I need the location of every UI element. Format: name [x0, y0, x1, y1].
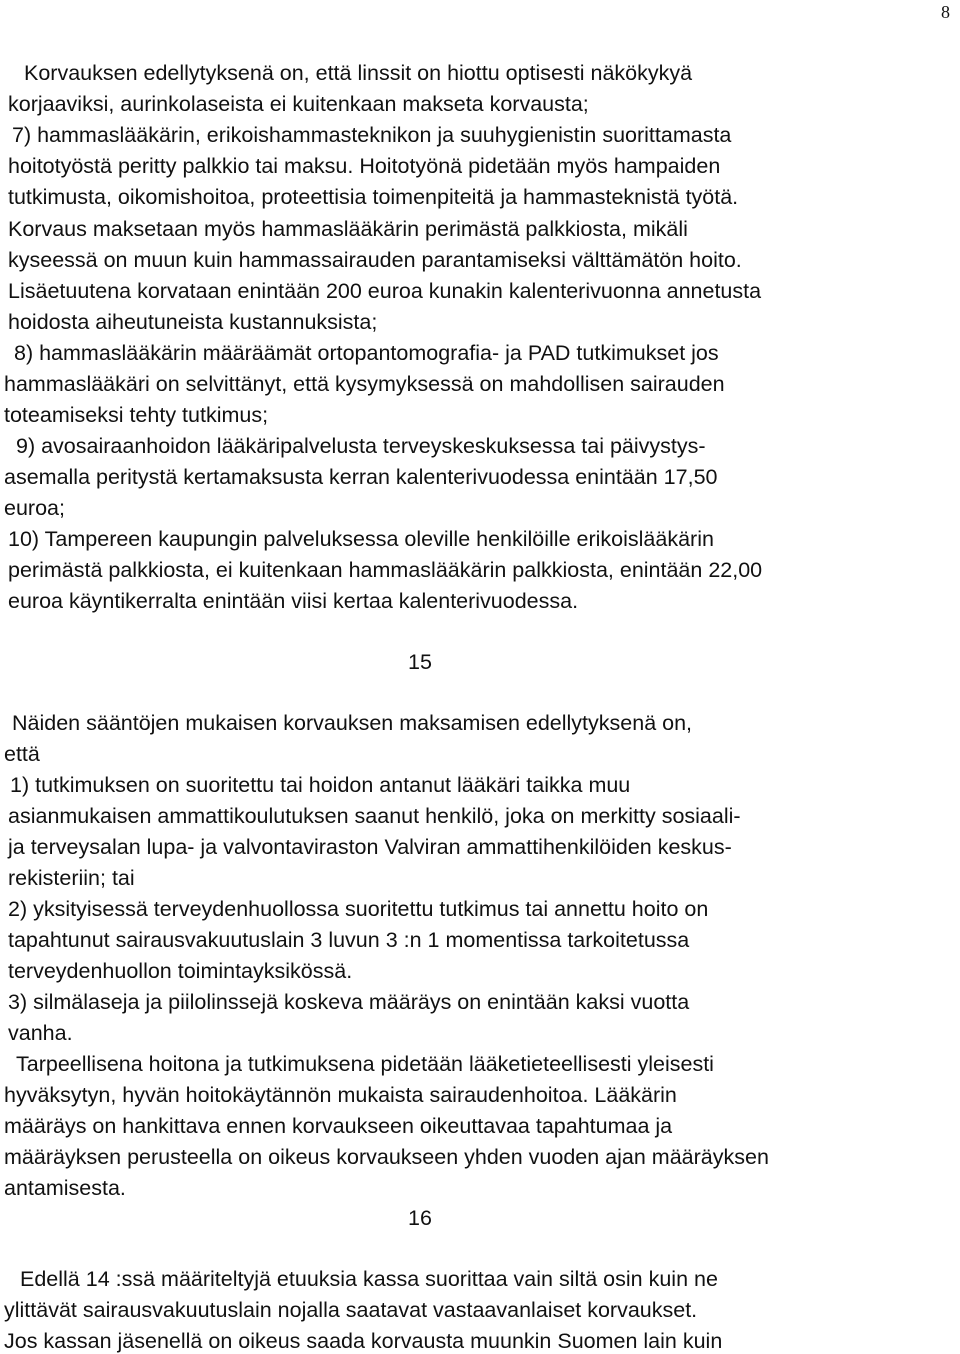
text-line: tutkimusta, oikomishoitoa, proteettisia toimenpiteitä ja hammasteknistä työtä.: [8, 185, 739, 209]
text-line: 9) avosairaanhoidon lääkäripalvelusta terveyskeskuksessa tai päivystys-: [16, 434, 706, 458]
text-line: hoidosta aiheutuneista kustannuksista;: [8, 310, 378, 334]
text-line: hyväksytyn, hyvän hoitokäytännön mukaista sairaudenhoitoa. Lääkärin: [4, 1083, 677, 1107]
text-line: euroa käyntikerralta enintään viisi kertaa kalenterivuodessa.: [8, 589, 579, 613]
text-line: 1) tutkimuksen on suoritettu tai hoidon antanut lääkäri taikka muu: [10, 773, 631, 797]
text-line: Tarpeellisena hoitona ja tutkimuksena pidetään lääketieteellisesti yleisesti: [16, 1052, 714, 1076]
text-line: 8) hammaslääkärin määräämät ortopantomografia- ja PAD tutkimukset jos: [14, 341, 719, 365]
text-line: asianmukaisen ammattikoulutuksen saanut henkilö, joka on merkitty sosiaali-: [8, 804, 741, 828]
text-line: perimästä palkkiosta, ei kuitenkaan hammaslääkärin palkkiosta, enintään 22,00: [8, 558, 763, 582]
text-line: 10) Tampereen kaupungin palveluksessa oleville henkilöille erikoislääkärin: [8, 527, 714, 551]
text-line: rekisteriin; tai: [8, 866, 135, 890]
text-line: terveydenhuollon toimintayksikössä.: [8, 959, 353, 983]
page-number: 8: [941, 2, 950, 22]
text-line: antamisesta.: [4, 1176, 126, 1200]
text-line: määräyksen perusteella on oikeus korvaukseen yhden vuoden ajan määräyksen: [4, 1145, 769, 1169]
text-line: kyseessä on muun kuin hammassairauden parantamiseksi välttämätön hoito.: [8, 248, 742, 272]
text-line: 2) yksityisessä terveydenhuollossa suoritettu tutkimus tai annettu hoito on: [8, 897, 709, 921]
section-heading: 15: [408, 650, 432, 674]
text-line: Korvauksen edellytyksenä on, että linssit on hiottu optisesti näkökykyä: [24, 61, 693, 85]
section-heading: 16: [408, 1206, 432, 1230]
text-line: ylittävät sairausvakuutuslain nojalla saatavat vastaavanlaiset korvaukset.: [4, 1298, 698, 1322]
text-line: Korvaus maksetaan myös hammaslääkärin perimästä palkkiosta, mikäli: [8, 217, 688, 241]
text-line: määräys on hankittava ennen korvaukseen oikeuttavaa tapahtumaa ja: [4, 1114, 673, 1138]
text-line: 3) silmälaseja ja piilolinssejä koskeva määräys on enintään kaksi vuotta: [8, 990, 690, 1014]
text-line: euroa;: [4, 496, 65, 520]
text-line: hoitotyöstä peritty palkkio tai maksu. Hoitotyönä pidetään myös hampaiden: [8, 154, 721, 178]
text-line: Lisäetuutena korvataan enintään 200 euroa kunakin kalenterivuonna annetusta: [8, 279, 762, 303]
text-line: 7) hammaslääkärin, erikoishammasteknikon ja suuhygienistin suorittamasta: [12, 123, 732, 147]
text-line: korjaaviksi, aurinkolaseista ei kuitenkaan makseta korvausta;: [8, 92, 589, 116]
text-line: toteamiseksi tehty tutkimus;: [4, 403, 269, 427]
text-line: että: [4, 742, 40, 766]
text-line: ja terveysalan lupa- ja valvontaviraston Valviran ammattihenkilöiden keskus-: [8, 835, 732, 859]
text-line: Näiden sääntöjen mukaisen korvauksen maksamisen edellytyksenä on,: [12, 711, 693, 735]
text-line: vanha.: [8, 1021, 73, 1045]
text-line: asemalla peritystä kertamaksusta kerran kalenterivuodessa enintään 17,50: [4, 465, 718, 489]
text-line: Edellä 14 :ssä määriteltyjä etuuksia kassa suorittaa vain siltä osin kuin ne: [20, 1267, 718, 1291]
text-line: hammaslääkäri on selvittänyt, että kysymyksessä on mahdollisen sairauden: [4, 372, 725, 396]
text-line: Jos kassan jäsenellä on oikeus saada korvausta muunkin Suomen lain kuin: [4, 1329, 723, 1353]
text-line: tapahtunut sairausvakuutuslain 3 luvun 3 :n 1 momentissa tarkoitetussa: [8, 928, 690, 952]
